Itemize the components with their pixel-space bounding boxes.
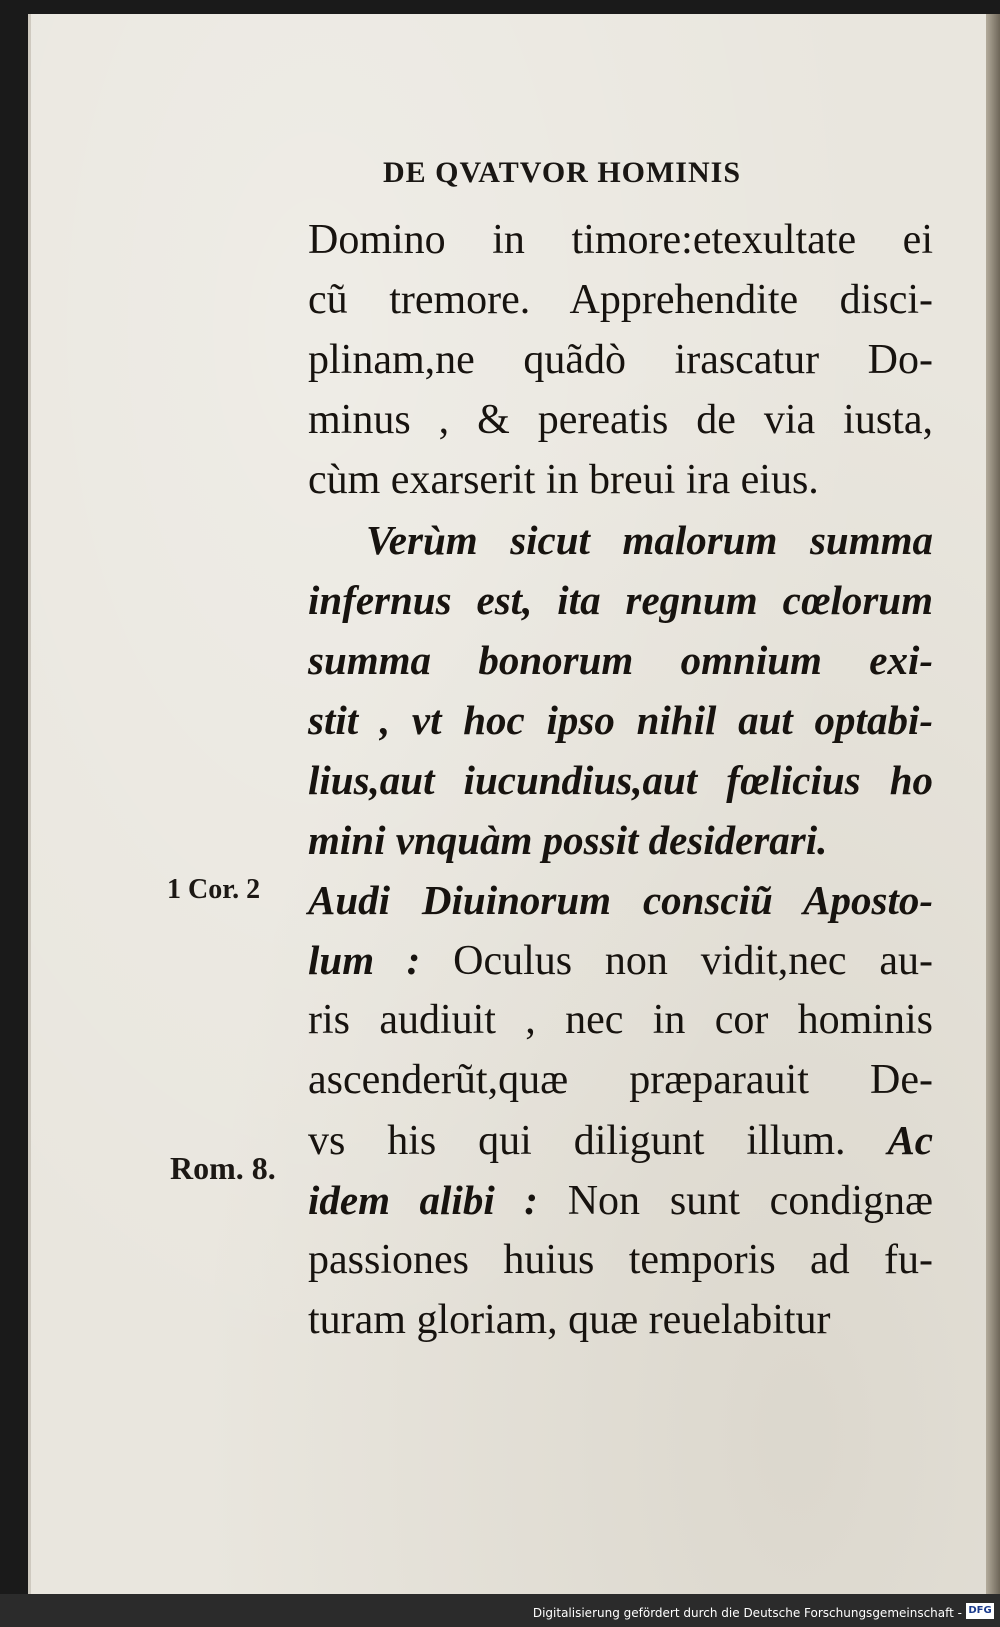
page-edge (986, 14, 1000, 1594)
line-text: vs his qui diligunt illum. (308, 1118, 846, 1164)
dfg-logo: DFG (966, 1603, 994, 1619)
running-head: DE QVATVOR HOMINIS (383, 156, 742, 189)
line-text: Verùm sicut malorum summa (366, 517, 933, 563)
text-line (308, 450, 933, 510)
line-text: passiones huius temporis ad fu- (308, 1237, 933, 1283)
text-line (308, 1290, 933, 1350)
line-text-italic: lum : (308, 937, 421, 983)
body-text (308, 210, 933, 1350)
text-line (308, 390, 933, 450)
line-text: cùm exarserit in breui ira eius. (308, 457, 819, 503)
line-text: Audi Diuinorum consciũ Aposto- (308, 877, 933, 923)
text-line (308, 210, 933, 270)
text-line (308, 1110, 933, 1170)
line-text: summa bonorum omnium exi- (308, 637, 933, 683)
line-text: cũ tremore. Apprehendite disci- (308, 277, 933, 323)
footer-credit: Digitalisierung gefördert durch die Deutsche Forschungsgemeinschaft - (532, 1606, 962, 1620)
line-text: ris audiuit , nec in cor hominis (308, 997, 933, 1043)
text-line (308, 930, 933, 990)
line-text-italic: idem alibi : (308, 1177, 538, 1223)
footer-bar (0, 1594, 1000, 1627)
text-line (308, 1170, 933, 1230)
line-text: turam gloriam, quæ reuelabitur (308, 1297, 831, 1343)
margin-note-rom: Rom. 8. (170, 1150, 276, 1186)
line-text: ascenderũt,quæ præparauit De- (308, 1057, 933, 1103)
line-text: Oculus non vidit,nec au- (420, 938, 933, 984)
line-text: Domino in timore:etexultate ei (308, 217, 933, 263)
text-line (308, 810, 933, 870)
line-text: mini vnquàm possit desiderari. (308, 817, 828, 863)
text-line (308, 630, 933, 690)
text-line (308, 510, 933, 570)
text-line (308, 330, 933, 390)
line-text-italic: Ac (887, 1117, 933, 1163)
text-line (308, 690, 933, 750)
line-text: plinam,ne quãdò irascatur Do- (308, 337, 933, 383)
line-text: lius,aut iucundius,aut fœlicius ho (308, 757, 933, 803)
text-line (308, 1050, 933, 1110)
text-line (308, 570, 933, 630)
line-text: infernus est, ita regnum cœlorum (308, 577, 933, 623)
line-text: minus , & pereatis de via iusta, (308, 397, 933, 443)
text-line (308, 1230, 933, 1290)
margin-note-cor: 1 Cor. 2 (167, 874, 261, 905)
text-line (308, 990, 933, 1050)
line-text: Non sunt condignæ (537, 1178, 934, 1224)
text-line (308, 870, 933, 930)
text-line (308, 270, 933, 330)
line-text: stit , vt hoc ipso nihil aut optabi- (308, 697, 933, 743)
text-line (308, 750, 933, 810)
